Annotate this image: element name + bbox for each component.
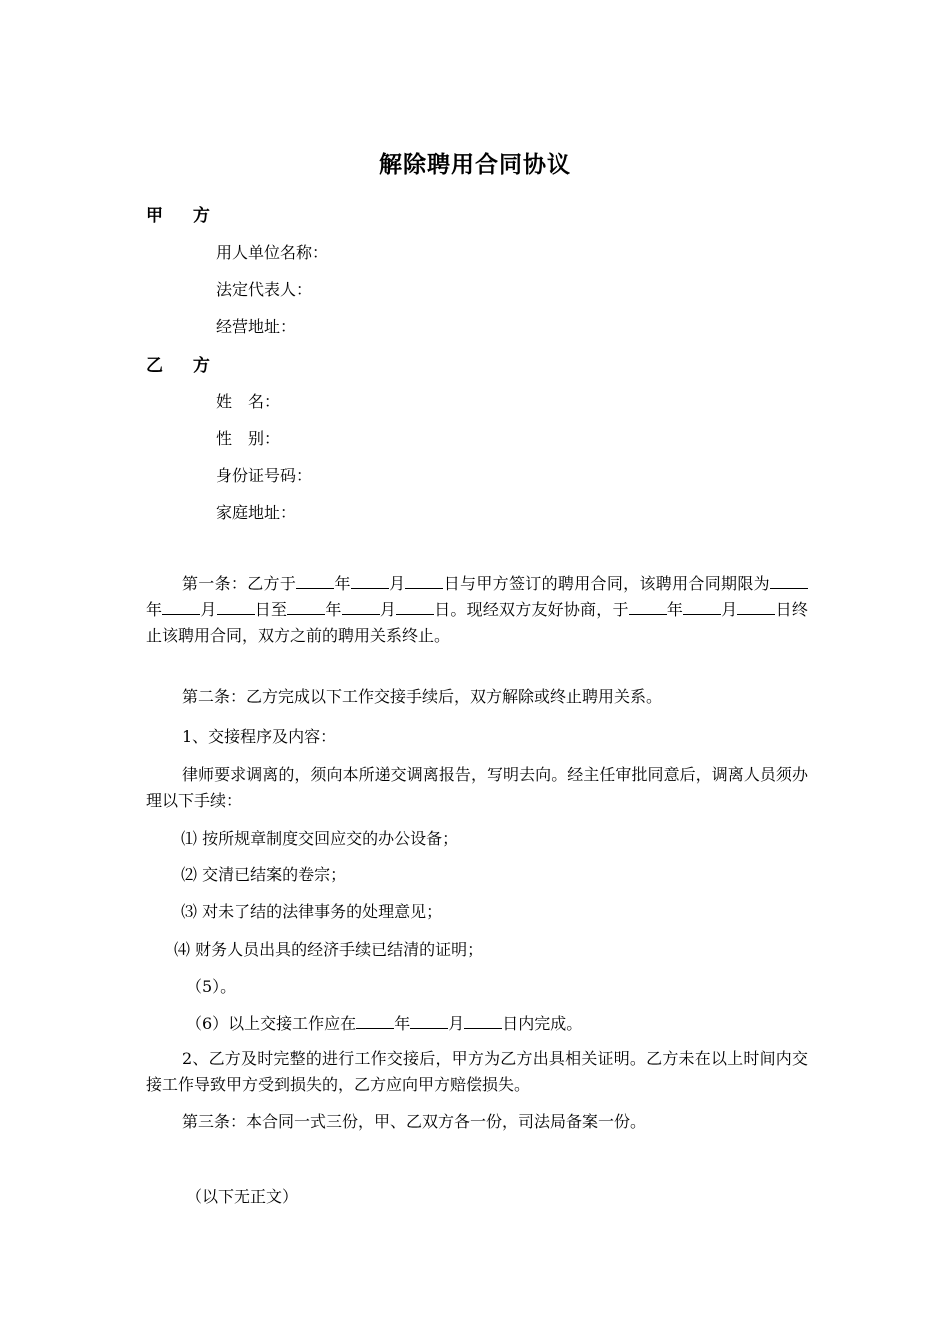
blank-line [217, 600, 255, 615]
step-4: ⑷ 财务人员出具的经济手续已结清的证明； [174, 940, 484, 959]
article-1-text: 月 [200, 600, 217, 619]
blank-line [683, 600, 721, 615]
step-3: ⑶ 对未了结的法律事务的处理意见； [181, 902, 443, 921]
step-5: （5）。 [186, 977, 237, 996]
step-6 [186, 1011, 582, 1034]
article-2: 第二条：乙方完成以下工作交接手续后，双方解除或终止聘用关系。 [182, 687, 663, 706]
article-1-text: 年 [666, 600, 684, 619]
step-6-text: 日内完成。 [502, 1014, 583, 1033]
blank-line [629, 600, 667, 615]
procedure-paragraph: 律师要求调离的，须向本所递交调离报告，写明去向。经主任审批同意后，调离人员须办理以下手续： [146, 765, 808, 810]
step-6-text: （6）以上交接工作应在 [186, 1014, 357, 1033]
item-2-paragraph: 2、乙方及时完整的进行工作交接后，甲方为乙方出具相关证明。乙方未在以上时间内交接工作导致甲方受到损失的，乙方应向甲方赔偿损失。 [146, 1049, 808, 1094]
blank-line [737, 600, 775, 615]
blank-line [296, 574, 334, 589]
blank-line [342, 600, 380, 615]
blank-line [464, 1014, 502, 1029]
article-1-text: 年 [325, 600, 342, 619]
step-6-text: 年 [394, 1014, 411, 1033]
blank-line [396, 600, 434, 615]
article-1-text: 年 [334, 574, 351, 593]
party-b-gender: 性 别： [216, 429, 281, 448]
party-b-name: 姓 名： [216, 392, 281, 411]
article-1-text: 第一条：乙方于 [182, 574, 297, 593]
party-a-legal-representative: 法定代表人： [216, 280, 313, 299]
blank-line [405, 574, 443, 589]
step-1: ⑴ 按所规章制度交回应交的办公设备； [181, 829, 459, 848]
blank-line [770, 574, 808, 589]
item-1-heading: 1、交接程序及内容： [182, 727, 337, 746]
blank-line [351, 574, 389, 589]
party-b-label: 乙 方 [146, 356, 222, 376]
article-1 [146, 571, 808, 649]
article-1-text: 日与甲方签订的聘用合同，该聘用合同期限为 [443, 574, 770, 593]
end-note: （以下无正文） [186, 1187, 299, 1206]
party-a-employer-name: 用人单位名称： [216, 243, 329, 262]
article-1-text: 日终止该聘用合同，双方之前的聘用关系终止。 [146, 600, 808, 645]
party-b-home-address: 家庭地址： [216, 503, 297, 522]
article-1-text: 月 [379, 600, 397, 619]
step-2: ⑵ 交清已结案的卷宗； [181, 865, 347, 884]
article-1-text: 月 [388, 574, 406, 593]
party-a-business-address: 经营地址： [216, 317, 297, 336]
party-b-id-number: 身份证号码： [216, 466, 313, 485]
party-a-label: 甲 方 [146, 206, 222, 226]
article-3: 第三条：本合同一式三份，甲、乙双方各一份，司法局备案一份。 [182, 1112, 647, 1131]
article-1-text: 年 [146, 600, 163, 619]
article-1-text: 月 [721, 600, 738, 619]
step-6-text: 月 [448, 1014, 465, 1033]
blank-line [162, 600, 200, 615]
article-1-text: 日。现经双方友好协商，于 [434, 600, 629, 619]
document-title: 解除聘用合同协议 [379, 152, 571, 178]
article-1-text: 日至 [254, 600, 288, 619]
blank-line [287, 600, 325, 615]
blank-line [410, 1014, 448, 1029]
blank-line [356, 1014, 394, 1029]
